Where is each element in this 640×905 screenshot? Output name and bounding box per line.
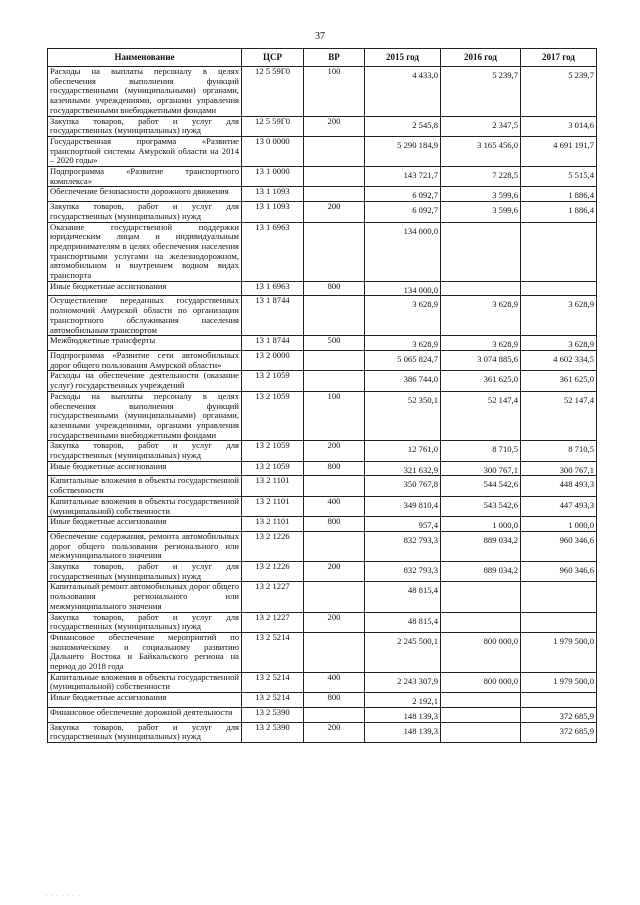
cell-name: Обеспечение безопасности дорожного движения xyxy=(48,187,242,202)
cell-name: Иные бюджетные ассигнования xyxy=(48,281,242,296)
cell-csr: 13 2 1059 xyxy=(242,441,304,461)
footer-scan-artifact: · · · · · · · xyxy=(45,893,81,899)
cell-y2015: 134 000,0 xyxy=(365,281,441,296)
cell-csr: 13 2 5390 xyxy=(242,707,304,722)
cell-name: Закупка товаров, работ и услуг для государственных (муниципальных) нужд xyxy=(48,612,242,632)
cell-y2017: 372 685,9 xyxy=(521,707,597,722)
cell-csr: 13 2 1059 xyxy=(242,371,304,391)
cell-y2016 xyxy=(441,281,521,296)
table-row xyxy=(48,391,597,441)
budget-table xyxy=(47,48,597,743)
cell-y2017 xyxy=(521,582,597,612)
cell-csr: 13 1 6963 xyxy=(242,222,304,281)
cell-y2015: 6 092,7 xyxy=(365,202,441,222)
cell-vr: 800 xyxy=(304,461,365,476)
cell-y2016: 3 165 456,0 xyxy=(441,136,521,166)
cell-y2015: 4 433,0 xyxy=(365,67,441,117)
cell-vr: 200 xyxy=(304,612,365,632)
table-row xyxy=(48,441,597,461)
cell-vr: 200 xyxy=(304,202,365,222)
cell-name: Закупка товаров, работ и услуг для государственных (муниципальных) нужд xyxy=(48,202,242,222)
cell-y2016: 800 000,0 xyxy=(441,632,521,672)
cell-vr xyxy=(304,531,365,561)
cell-y2016 xyxy=(441,612,521,632)
cell-csr: 13 2 1101 xyxy=(242,517,304,532)
cell-y2016: 7 228,5 xyxy=(441,167,521,187)
cell-y2016 xyxy=(441,722,521,742)
cell-y2016 xyxy=(441,693,521,708)
cell-name: Оказание государственной поддержки юридическим лицам и индивидуальным предпринимателям в целях обеспечения населения транспортными услугами на железнодорожном, автомобильном и внутреннем водном видах транспорта xyxy=(48,222,242,281)
table-row xyxy=(48,187,597,202)
cell-csr: 13 1 1093 xyxy=(242,202,304,222)
cell-csr: 13 2 1226 xyxy=(242,562,304,582)
table-row xyxy=(48,722,597,742)
cell-csr: 13 2 5214 xyxy=(242,672,304,692)
cell-y2016: 3 628,9 xyxy=(441,336,521,351)
cell-y2015: 832 793,3 xyxy=(365,531,441,561)
table-row xyxy=(48,612,597,632)
header-2016: 2016 год xyxy=(441,49,521,67)
cell-name: Закупка товаров, работ и услуг для государственных (муниципальных) нужд xyxy=(48,722,242,742)
table-row xyxy=(48,672,597,692)
cell-csr: 13 2 1101 xyxy=(242,476,304,496)
cell-y2017: 5 515,4 xyxy=(521,167,597,187)
table-row xyxy=(48,202,597,222)
cell-csr: 13 2 1226 xyxy=(242,531,304,561)
cell-vr xyxy=(304,632,365,672)
cell-name: Подпрограмма «Развитие сети автомобильных дорог общего пользования Амурской области» xyxy=(48,350,242,370)
cell-y2016: 3 599,6 xyxy=(441,187,521,202)
table-row xyxy=(48,222,597,281)
cell-y2017: 372 685,9 xyxy=(521,722,597,742)
cell-name: Иные бюджетные ассигнования xyxy=(48,517,242,532)
cell-y2017 xyxy=(521,612,597,632)
cell-y2017: 4 602 334,5 xyxy=(521,350,597,370)
cell-y2017 xyxy=(521,222,597,281)
table-row xyxy=(48,350,597,370)
cell-y2017 xyxy=(521,693,597,708)
cell-csr: 13 1 0000 xyxy=(242,167,304,187)
cell-y2015: 3 628,9 xyxy=(365,296,441,336)
cell-csr: 13 2 1227 xyxy=(242,612,304,632)
cell-y2015: 2 243 307,9 xyxy=(365,672,441,692)
cell-csr: 13 1 8744 xyxy=(242,336,304,351)
table-body xyxy=(48,67,597,743)
cell-name: Иные бюджетные ассигнования xyxy=(48,461,242,476)
table-row xyxy=(48,517,597,532)
cell-y2015: 957,4 xyxy=(365,517,441,532)
table-row xyxy=(48,116,597,136)
table-row xyxy=(48,281,597,296)
table-row xyxy=(48,136,597,166)
header-2017: 2017 год xyxy=(521,49,597,67)
cell-vr xyxy=(304,136,365,166)
cell-name: Закупка товаров, работ и услуг для государственных (муниципальных) нужд xyxy=(48,116,242,136)
cell-y2015: 143 721,7 xyxy=(365,167,441,187)
cell-vr xyxy=(304,167,365,187)
cell-y2016: 544 542,6 xyxy=(441,476,521,496)
cell-name: Подпрограмма «Развитие транспортного комплекса» xyxy=(48,167,242,187)
table-row xyxy=(48,476,597,496)
header-2015: 2015 год xyxy=(365,49,441,67)
cell-y2016: 3 074 885,6 xyxy=(441,350,521,370)
cell-y2017: 361 625,0 xyxy=(521,371,597,391)
table-row xyxy=(48,707,597,722)
cell-vr xyxy=(304,350,365,370)
cell-vr xyxy=(304,476,365,496)
cell-vr xyxy=(304,222,365,281)
cell-csr: 12 5 59Г0 xyxy=(242,116,304,136)
cell-y2017: 300 767,1 xyxy=(521,461,597,476)
cell-y2017: 5 239,7 xyxy=(521,67,597,117)
table-row xyxy=(48,296,597,336)
header-name: Наименование xyxy=(48,49,242,67)
cell-y2017: 3 014,6 xyxy=(521,116,597,136)
cell-y2015: 321 632,9 xyxy=(365,461,441,476)
cell-name: Капитальные вложения в объекты государственной (муниципальной) собственности xyxy=(48,672,242,692)
cell-name: Государственная программа «Развитие транспортной системы Амурской области на 2014 – 2020 годы» xyxy=(48,136,242,166)
cell-y2017: 1 979 500,0 xyxy=(521,632,597,672)
cell-vr xyxy=(304,371,365,391)
table-row xyxy=(48,167,597,187)
cell-y2016: 5 239,7 xyxy=(441,67,521,117)
cell-y2016: 8 710,5 xyxy=(441,441,521,461)
cell-vr: 500 xyxy=(304,336,365,351)
cell-name: Закупка товаров, работ и услуг для государственных (муниципальных) нужд xyxy=(48,562,242,582)
cell-vr: 100 xyxy=(304,67,365,117)
table-row xyxy=(48,67,597,117)
header-vr: ВР xyxy=(304,49,365,67)
cell-vr xyxy=(304,582,365,612)
page-number: 37 xyxy=(315,31,325,42)
cell-name: Осуществление переданных государственных полномочий Амурской области по организации транспортного обслуживания населения автомобильным транспортом xyxy=(48,296,242,336)
cell-y2016 xyxy=(441,707,521,722)
cell-y2016: 361 625,0 xyxy=(441,371,521,391)
cell-vr: 800 xyxy=(304,281,365,296)
cell-y2015: 12 761,0 xyxy=(365,441,441,461)
cell-y2015: 349 810,4 xyxy=(365,496,441,516)
cell-y2017: 3 628,9 xyxy=(521,336,597,351)
cell-csr: 12 5 59Г0 xyxy=(242,67,304,117)
cell-y2016: 889 034,2 xyxy=(441,531,521,561)
cell-y2017: 1 979 500,0 xyxy=(521,672,597,692)
cell-y2016: 3 599,6 xyxy=(441,202,521,222)
cell-vr: 200 xyxy=(304,562,365,582)
cell-y2017: 52 147,4 xyxy=(521,391,597,441)
cell-csr: 13 2 5214 xyxy=(242,693,304,708)
cell-y2016: 1 000,0 xyxy=(441,517,521,532)
table-row xyxy=(48,496,597,516)
cell-vr: 800 xyxy=(304,693,365,708)
cell-y2015: 832 793,3 xyxy=(365,562,441,582)
table-row xyxy=(48,562,597,582)
cell-name: Расходы на выплаты персоналу в целях обеспечения выполнения функций государственными (муниципальными) органами, казенными учреждениями, органами управления государственными внебюджетными фондами xyxy=(48,391,242,441)
table-row xyxy=(48,461,597,476)
cell-y2016 xyxy=(441,582,521,612)
cell-vr: 400 xyxy=(304,672,365,692)
cell-csr: 13 0 0000 xyxy=(242,136,304,166)
cell-y2015: 2 192,1 xyxy=(365,693,441,708)
cell-name: Иные бюджетные ассигнования xyxy=(48,693,242,708)
cell-y2015: 52 350,1 xyxy=(365,391,441,441)
cell-y2017: 1 886,4 xyxy=(521,202,597,222)
cell-vr: 800 xyxy=(304,517,365,532)
cell-y2017: 447 493,3 xyxy=(521,496,597,516)
cell-y2015: 148 139,3 xyxy=(365,722,441,742)
cell-csr: 13 2 5390 xyxy=(242,722,304,742)
table-row xyxy=(48,531,597,561)
cell-y2017: 3 628,9 xyxy=(521,296,597,336)
cell-name: Финансовое обеспечение дорожной деятельности xyxy=(48,707,242,722)
cell-name: Финансовое обеспечение мероприятий по экономическому и социальному развитию Дальнего Востока и Байкальского региона на период до 2018 года xyxy=(48,632,242,672)
cell-y2015: 48 815,4 xyxy=(365,612,441,632)
cell-y2017: 960 346,6 xyxy=(521,531,597,561)
table-row xyxy=(48,336,597,351)
header-csr: ЦСР xyxy=(242,49,304,67)
cell-y2016 xyxy=(441,222,521,281)
cell-vr: 200 xyxy=(304,722,365,742)
cell-name: Капитальный ремонт автомобильных дорог общего пользования регионального или межмуниципального значения xyxy=(48,582,242,612)
cell-y2015: 386 744,0 xyxy=(365,371,441,391)
cell-y2015: 5 065 824,7 xyxy=(365,350,441,370)
cell-y2015: 350 767,8 xyxy=(365,476,441,496)
cell-csr: 13 2 1059 xyxy=(242,461,304,476)
table-row xyxy=(48,693,597,708)
cell-y2015: 2 545,8 xyxy=(365,116,441,136)
cell-vr xyxy=(304,707,365,722)
cell-y2017: 8 710,5 xyxy=(521,441,597,461)
cell-y2016: 543 542,6 xyxy=(441,496,521,516)
cell-y2015: 3 628,9 xyxy=(365,336,441,351)
cell-y2015: 134 000,0 xyxy=(365,222,441,281)
cell-name: Обеспечение содержания, ремонта автомобильных дорог общего пользования регионального или межмуниципального значения xyxy=(48,531,242,561)
cell-y2016: 2 347,5 xyxy=(441,116,521,136)
cell-y2015: 48 815,4 xyxy=(365,582,441,612)
cell-y2016: 889 034,2 xyxy=(441,562,521,582)
cell-name: Расходы на обеспечение деятельности (оказание услуг) государственных учреждений xyxy=(48,371,242,391)
cell-name: Капитальные вложения в объекты государственной собственности xyxy=(48,476,242,496)
cell-y2016: 52 147,4 xyxy=(441,391,521,441)
cell-csr: 13 1 8744 xyxy=(242,296,304,336)
cell-name: Капитальные вложения в объекты государственной (муниципальной) собственности xyxy=(48,496,242,516)
cell-vr: 100 xyxy=(304,391,365,441)
cell-csr: 13 1 1093 xyxy=(242,187,304,202)
cell-vr xyxy=(304,187,365,202)
cell-name: Межбюджетные трансферты xyxy=(48,336,242,351)
cell-vr xyxy=(304,296,365,336)
cell-csr: 13 1 6963 xyxy=(242,281,304,296)
cell-y2017: 960 346,6 xyxy=(521,562,597,582)
table-row xyxy=(48,582,597,612)
cell-csr: 13 2 1101 xyxy=(242,496,304,516)
cell-vr: 200 xyxy=(304,441,365,461)
cell-vr: 200 xyxy=(304,116,365,136)
cell-csr: 13 2 5214 xyxy=(242,632,304,672)
cell-vr: 400 xyxy=(304,496,365,516)
cell-y2015: 6 092,7 xyxy=(365,187,441,202)
cell-csr: 13 2 1059 xyxy=(242,391,304,441)
table-row xyxy=(48,632,597,672)
cell-y2017: 1 886,4 xyxy=(521,187,597,202)
cell-y2017: 1 000,0 xyxy=(521,517,597,532)
cell-name: Закупка товаров, работ и услуг для государственных (муниципальных) нужд xyxy=(48,441,242,461)
cell-y2016: 800 000,0 xyxy=(441,672,521,692)
cell-y2017 xyxy=(521,281,597,296)
cell-y2017: 448 493,3 xyxy=(521,476,597,496)
cell-y2016: 3 628,9 xyxy=(441,296,521,336)
cell-csr: 13 2 0000 xyxy=(242,350,304,370)
cell-y2015: 5 290 184,9 xyxy=(365,136,441,166)
table-row xyxy=(48,371,597,391)
cell-y2017: 4 691 191,7 xyxy=(521,136,597,166)
cell-csr: 13 2 1227 xyxy=(242,582,304,612)
cell-y2016: 300 767,1 xyxy=(441,461,521,476)
cell-name: Расходы на выплаты персоналу в целях обеспечения выполнения функций государственными (муниципальными) органами, казенными учреждениями, органами управления государственными внебюджетными фондами xyxy=(48,67,242,117)
cell-y2015: 148 139,3 xyxy=(365,707,441,722)
cell-y2015: 2 245 500,1 xyxy=(365,632,441,672)
table-header-row xyxy=(48,49,597,67)
